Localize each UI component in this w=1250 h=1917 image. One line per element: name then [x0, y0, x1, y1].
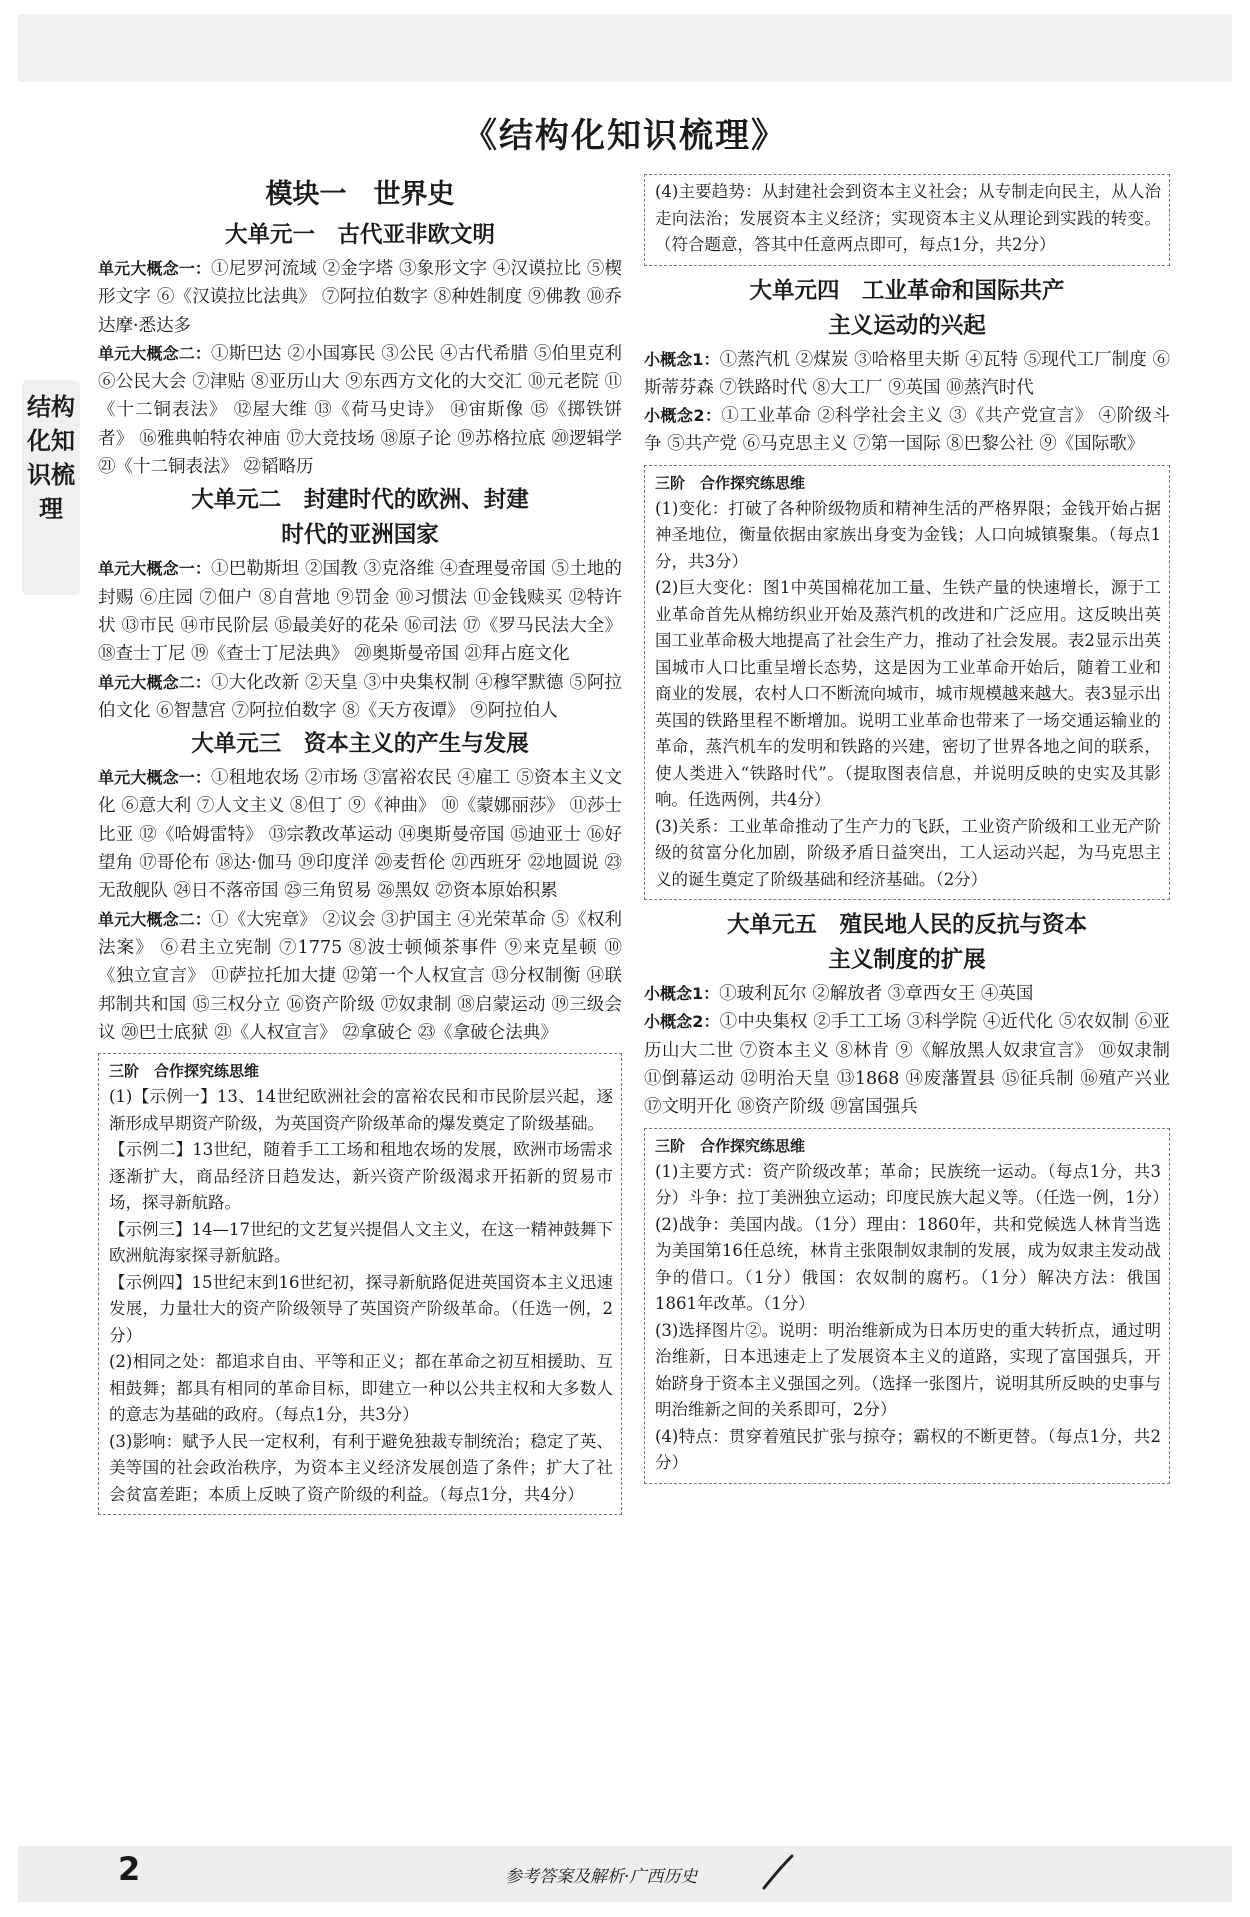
unit-3-concept-2 [98, 906, 622, 1047]
unit-4-title [644, 274, 1170, 344]
unit-2-title-line-2: 时代的亚洲国家 [281, 522, 439, 549]
side-tab: 结构化知识梳理 [22, 380, 80, 595]
concept-label: 单元大概念一： [98, 559, 212, 579]
unit-2-title-line-1: 大单元二 封建时代的欧洲、封建 [191, 487, 529, 514]
unit-2-concept-2 [98, 669, 622, 726]
answer-paragraph: (1)变化：打破了各种阶级物质和精神生活的严格界限；金钱开始占据神圣地位，衡量依据由家族出身变为金钱；人口向城镇聚集。（每点1分，共3分） [655, 498, 1161, 571]
unit-5-title-line-1: 大单元五 殖民地人民的反抗与资本 [726, 912, 1087, 939]
concept-text: ①工业革命 ②科学社会主义 ③《共产党宣言》 ④阶级斗争 ⑤共产党 ⑥马克思主义 ⑦第一国际 ⑧巴黎公社 ⑨《国际歌》 [644, 406, 1170, 455]
concept-label: 小概念1： [644, 349, 720, 369]
concept-text: ①《大宪章》 ②议会 ③护国主 ④光荣革命 ⑤《权利法案》 ⑥君主立宪制 ⑦1775 ⑧波士顿倾茶事件 ⑨来克星顿 ⑩《独立宣言》 ⑪萨拉托加大捷 ⑫第一个人权宣言 ⑬分权制衡 ⑭联邦制共和国 ⑮三权分立 ⑯资产阶级 ⑰奴隶制 ⑱启蒙运动 ⑲三级会议 ⑳巴士底狱 ㉑《人权宣言》 ㉒拿破仑 ㉓《拿破仑法典》 [98, 909, 622, 1043]
header-band [18, 14, 1232, 82]
answer-paragraph: (2)相同之处：都追求自由、平等和正义；都在革命之初互相援助、互相鼓舞；都具有相同的革命目标，即建立一种以公共主权和大多数人的意志为基础的政府。（每点1分，共3分） [109, 1352, 613, 1425]
left-column [98, 176, 622, 1523]
unit-1-title: 大单元一 古代亚非欧文明 [224, 222, 495, 248]
answer-paragraph: (4)主要趋势：从封建社会到资本主义社会；从专制走向民主，从人治走向法治；发展资本主义经济；实现资本主义从理论到实践的转变。（符合题意，答其中任意两点即可，每点1分，共2分） [655, 182, 1161, 254]
practice-box-heading: 三阶 合作探究练思维 [655, 1136, 806, 1155]
concept-label: 单元大概念二： [98, 343, 212, 363]
answer-paragraph: (3)选择图片②。说明：明治维新成为日本历史的重大转折点，通过明治维新，日本迅速走上了发展资本主义的道路，实现了富国强兵，开始跻身于资本主义强国之列。（选择一张图片，说明其所反映的史事与明治维新之间的关系即可，2分） [655, 1320, 1161, 1420]
concept-label: 单元大概念二： [98, 672, 212, 692]
concept-text: ①大化改新 ②天皇 ③中央集权制 ④穆罕默德 ⑤阿拉伯文化 ⑥智慧宫 ⑦阿拉伯数字 ⑧《天方夜谭》 ⑨阿拉伯人 [98, 672, 622, 721]
answer-paragraph: (2)巨大变化：图1中英国棉花加工量、生铁产量的快速增长，源于工业革命首先从棉纺织业开始及蒸汽机的改进和广泛应用。这反映出英国工业革命极大地提高了社会生产力，推动了社会发展。表2显示出英国城市人口比重呈增长态势，这是因为工业革命开始后，随着工业和商业的发展，农村人口不断流向城市，城市规模越来越大。表3显示出英国的铁路里程不断增加。说明工业革命也带来了一场交通运输业的革命，蒸汽机车的发明和铁路的兴建，密切了世界各地之间的联系，使人类进入“铁路时代”。（提取图表信息，并说明反映的史实及其影响。任选两例，共4分） [655, 578, 1161, 810]
concept-text: ①玻利瓦尔 ②解放者 ③章西女王 ④英国 [719, 984, 1034, 1005]
concept-label: 小概念2： [644, 1012, 720, 1032]
unit-1-concept-2 [98, 340, 622, 481]
unit-4-title-line-2: 主义运动的兴起 [828, 312, 986, 339]
right-column [644, 174, 1170, 1492]
pen-stroke-icon [758, 1852, 798, 1892]
concept-label: 单元大概念一： [98, 259, 212, 278]
unit-5-concept-2 [644, 1008, 1170, 1121]
unit-5-title [644, 908, 1170, 978]
concept-label: 单元大概念一： [98, 768, 212, 788]
unit-4-concept-1 [644, 346, 1170, 403]
concept-text: ①尼罗河流域 ②金字塔 ③象形文字 ④汉谟拉比 ⑤楔形文字 ⑥《汉谟拉比法典》 ⑦阿拉伯数字 ⑧种姓制度 ⑨佛教 ⑩乔达摩·悉达多 [98, 259, 622, 336]
practice-box-heading: 三阶 合作探究练思维 [109, 1062, 260, 1081]
answer-paragraph: (4)特点：贯穿着殖民扩张与掠夺；霸权的不断更替。（每点1分，共2分） [655, 1426, 1161, 1473]
practice-box-right-1 [644, 465, 1170, 901]
answer-paragraph: (1)主要方式：资产阶级改革；革命；民族统一运动。（每点1分，共3分）斗争：拉丁美洲独立运动；印度民族大起义等。（任选一例，1分） [655, 1161, 1169, 1208]
concept-text: ①巴勒斯坦 ②国教 ③克洛维 ④查理曼帝国 ⑤土地的封赐 ⑥庄园 ⑦佃户 ⑧自营地 ⑨罚金 ⑩习惯法 ⑪金钱赎买 ⑫特许状 ⑬市民 ⑭市民阶层 ⑮最美好的花朵 ⑯司法 ⑰《罗马民法大全》 ⑱查士丁尼 ⑲《查士丁尼法典》 ⑳奥斯曼帝国 ㉑拜占庭文化 [98, 559, 622, 665]
concept-label: 单元大概念二： [98, 909, 212, 929]
concept-text: ①租地农场 ②市场 ③富裕农民 ④雇工 ⑤资本主义文化 ⑥意大利 ⑦人文主义 ⑧但丁 ⑨《神曲》 ⑩《蒙娜丽莎》 ⑪莎士比亚 ⑫《哈姆雷特》 ⑬宗教改革运动 ⑭奥斯曼帝国 ⑮迪亚士 ⑯好望角 ⑰哥伦布 ⑱达·伽马 ⑲印度洋 ⑳麦哲伦 ㉑西班牙 ㉒地圆说 ㉓无敌舰队 ㉔日不落帝国 ㉕三角贸易 ㉖黑奴 ㉗资本原始积累 [98, 768, 622, 902]
answer-paragraph: 【示例三】14—17世纪的文艺复兴提倡人文主义，在这一精神鼓舞下欧洲航海家探寻新航路。 [109, 1219, 613, 1266]
answer-paragraph: 【示例二】13世纪，随着手工工场和租地农场的发展，欧洲市场需求逐渐扩大，商品经济日趋发达，新兴资产阶级渴求开拓新的贸易市场，探寻新航路。 [109, 1140, 613, 1213]
practice-box-left [98, 1053, 622, 1515]
concept-label: 小概念1： [644, 984, 720, 1004]
page-number: 2 [118, 1850, 141, 1888]
unit-3-title: 大单元三 资本主义的产生与发展 [191, 731, 529, 758]
page-title: 《结构化知识梳理》 [463, 116, 787, 156]
unit-1-concept-1 [98, 255, 622, 340]
module-title: 模块一 世界史 [265, 179, 455, 210]
unit-5-concept-1 [644, 980, 1170, 1008]
answer-paragraph: (3)关系：工业革命推动了生产力的飞跃，工业资产阶级和工业无产阶级的贫富分化加剧，阶级矛盾日益突出，工人运动兴起，为马克思主义的诞生奠定了阶级基础和经济基础。（2分） [655, 816, 1161, 889]
concept-text: ①斯巴达 ②小国寡民 ③公民 ④古代希腊 ⑤伯里克利 ⑥公民大会 ⑦津贴 ⑧亚历山大 ⑨东西方文化的大交汇 ⑩元老院 ⑪《十二铜表法》 ⑫屋大维 ⑬《荷马史诗》 ⑭宙斯像 ⑮《掷铁饼者》 ⑯雅典帕特农神庙 ⑰大竞技场 ⑱原子论 ⑲苏格拉底 ⑳逻辑学 ㉑《十二铜表法》 ㉒韬略历 [98, 343, 622, 478]
concept-text: ①蒸汽机 ②煤炭 ③哈格里夫斯 ④瓦特 ⑤现代工厂制度 ⑥斯蒂芬森 ⑦铁路时代 ⑧大工厂 ⑨英国 ⑩蒸汽时代 [644, 349, 1171, 398]
practice-box-right-2 [644, 1128, 1170, 1484]
unit-4-concept-2 [644, 402, 1170, 459]
concept-label: 小概念2： [644, 406, 722, 426]
continued-answer-box [644, 174, 1170, 266]
unit-2-concept-1 [98, 555, 622, 668]
unit-3-concept-1 [98, 764, 622, 905]
unit-5-title-line-2: 主义制度的扩展 [828, 947, 986, 974]
footer-text: 参考答案及解析·广西历史 [505, 1867, 698, 1887]
unit-2-title [98, 483, 622, 553]
answer-paragraph: 【示例四】15世纪末到16世纪初，探寻新航路促进英国资本主义迅速发展，力量壮大的资产阶级领导了英国资产阶级革命。（任选一例，2分） [109, 1272, 613, 1345]
answer-paragraph: (3)影响：赋予人民一定权利，有利于避免独裁专制统治；稳定了英、美等国的社会政治秩序，为资本主义经济发展创造了条件；扩大了社会贫富差距；本质上反映了资产阶级的利益。（每点1分，共4分） [109, 1431, 613, 1504]
answer-paragraph: (1)【示例一】13、14世纪欧洲社会的富裕农民和市民阶层兴起，逐渐形成早期资产阶级，为英国资产阶级革命的爆发奠定了阶级基础。 [109, 1087, 613, 1133]
practice-box-heading: 三阶 合作探究练思维 [655, 473, 806, 492]
unit-4-title-line-1: 大单元四 工业革命和国际共产 [749, 277, 1065, 304]
answer-paragraph: (2)战争：美国内战。（1分）理由：1860年，共和党候选人林肯当选为美国第16任总统，林肯主张限制奴隶制的发展，成为奴隶主发动战争的借口。（1分）俄国：农奴制的腐朽。（1分）解决方法：俄国1861年改革。（1分） [655, 1214, 1161, 1314]
concept-text: ①中央集权 ②手工工场 ③科学院 ④近代化 ⑤农奴制 ⑥亚历山大二世 ⑦资本主义 ⑧林肯 ⑨《解放黑人奴隶宣言》 ⑩奴隶制 ⑪倒幕运动 ⑫明治天皇 ⑬1868 ⑭废藩置县 ⑮征兵制 ⑯殖产兴业 ⑰文明开化 ⑱资产阶级 ⑲富国强兵 [644, 1012, 1171, 1118]
